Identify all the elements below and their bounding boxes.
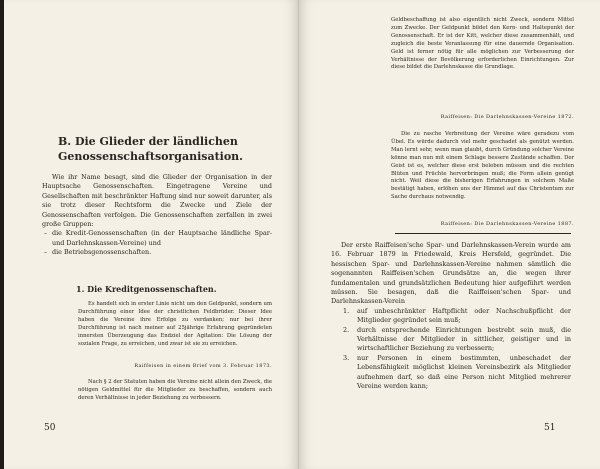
left-quote [78,301,272,348]
groups-list [42,229,272,257]
chapter-title: B. Die Glieder der ländlichen Genossenschaftsorganisation. [58,135,244,163]
page-number-right: 51 [544,423,556,433]
page-number-left: 50 [44,423,56,433]
list-item [343,326,571,354]
quote-source: Raiffeisen in einem Brief vom 3. Februar 1873. [134,363,272,369]
quote-text: Die zu rasche Verbreitung der Vereine wäre geradezu vom Übel. Es würde dadurch viel mehr geschadet als genützt werden. Man lernt sehr, wenn man glaubt, durch Gründung solcher Vereine könne man nun mit einem Schlage bessere Zustände schaffen. Der Geist ist es, welcher diese erst beleben müssen und die rechten Blüten und Früchte hervorbringen muß; die Form allein genügt nicht. Weil diese die bisherigen Erfahrungen in solchem Maße bestätigt haben, erlöhen uns der Himmel auf das Christentum zur Sache durchaus notwendig. [391,131,574,201]
right-quote-2 [391,131,574,202]
right-quote-1 [391,17,574,72]
quote-text: Geldbeschaffung ist also eigentlich nicht Zweck, sondern Mittel zum Zwecke. Der Geldpunkt bildet den Kern- und Haltepunkt der Genossenschaft. Er ist der Kitt, welcher diese zusammenhält, und zugleich die beste Veranlassung für eine dauernde Organisation. Geld ist ferner nötig für alle möglichen zur Verbesserung der Verhältnisse der Bevölkerung erforderlichen Einrichtungen. Zur diese bildet die Darlehnskasse die Grundlage. [391,17,574,71]
list-item [343,307,571,326]
item-number: 3. [343,353,350,362]
quote-source: Raiffeisen: Die Darlehnskassen-Vereine 1887. [440,221,574,227]
principles-list [343,307,571,392]
item-text: durch entsprechende Einrichtungen bestrebt sein muß, die Verhältnisse der Mitglieder in sittlicher, geistiger und in wirtschaftlicher Beziehung zu verbessern; [357,325,571,353]
item-text: auf unbeschränkter Haftpflicht oder Nachschußpflicht der Mitglieder gegründet sein muß; [357,306,571,325]
intro-paragraph [42,173,272,258]
list-item: – die Betriebsgenossenschaften. [42,248,272,257]
item-text: nur Personen in einem bestimmten, unbeschadet der Lebensfähigkeit möglichst kleinen Vereinsbezirk als Mitglieder aufnehmen darf, so daß eine Person nicht Mitglied mehrerer Vereine werden kann; [357,353,571,391]
item-number: 1. [343,306,350,315]
item-number: 2. [343,325,350,334]
after-quote-text: Nach § 2 der Statuten haben die Vereine nicht allein den Zweck, die nötigen Geldmittel für die Mitglieder zu beschaffen, sondern auch deren Verhältnisse in jeder Beziehung zu verbessern. [78,379,272,401]
quote-text: Es handelt sich in erster Linie nicht um den Geldpunkt, sondern um Durchführung einer Idee der christlichen Feldbrüder. Dieser Idee haben die Vereine ihre Erfolge zu verdanken; nur bei ihrer Durchführung ist nach meiner auf 25jährige Erfahrung gegründeten innersten Überzeugung das Endziel der Agitation: Die Lösung der sozialen Frage, zu erreichen, und zwar ist sie zu erreichen. [78,301,272,347]
left-page [0,0,299,469]
separator-rule [395,233,571,234]
section-title: 1. Die Kreditgenossenschaften. [76,284,217,294]
book-edge [0,0,4,469]
quote-source: Raiffeisen: Die Darlehnskassen-Vereine 1872. [440,114,574,120]
intro-text: Wie ihr Name besagt, sind die Glieder der Organisation in der Hauptsache Genossenschaften. Eingetragene Vereine und Gesellschaften mit beschränkter Haftung sind nur soweit darunter, als sie trotz dieser Rechtsform die Zwecke und Ziele der Genossenschaften verfolgen. Die Genossenschaften zerfallen in zwei große Gruppen: [42,173,272,229]
list-item: – die Kredit-Genossenschaften (in der Hauptsache ländliche Spar- und Darlehnskassen-Vereine) und [42,229,272,248]
right-page [299,0,600,469]
right-body [331,241,571,392]
after-quote-paragraph [78,379,272,403]
list-item [343,354,571,392]
body-text: Der erste Raiffeisen'sche Spar- und Darlehnskassen-Verein wurde am 16. Februar 1879 in Friedewald, Kreis Hersfeld, gegründet. Die hessischen Spar- und Darlehnskassen-Vereine nahmen sämtlich die sogenannten Raiffeisen'schen Grundsätze an, die wegen ihrer fundamentalen und grundsätzlichen Bedeutung hier aufgeführt werden müssen. Sie besagen, daß die Raiffeisen'schen Spar- und Darlehnskassen-Verein [331,241,571,306]
